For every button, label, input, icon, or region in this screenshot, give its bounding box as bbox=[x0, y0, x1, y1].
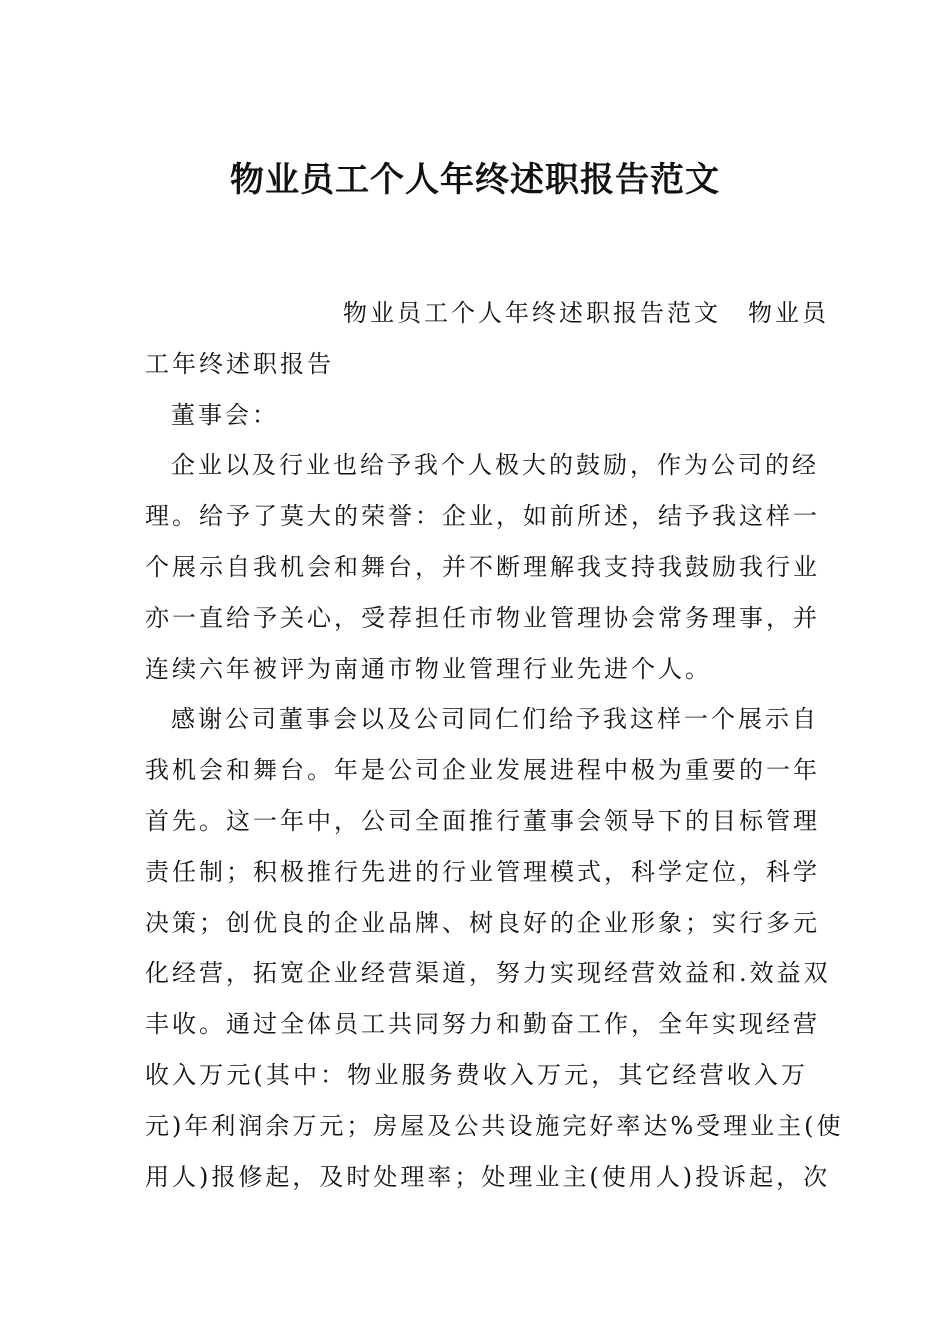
text-line: 亦一直给予关心，受荐担任市物业管理协会常务理事，并 bbox=[145, 603, 820, 632]
document-body bbox=[145, 288, 844, 1202]
text-line: 收入万元(其中：物业服务费收入万元，其它经营收入万 bbox=[145, 1060, 808, 1089]
text-line: 责任制；积极推行先进的行业管理模式，科学定位，科学 bbox=[145, 857, 820, 886]
document-title: 物业员工个人年终述职报告范文 bbox=[230, 160, 720, 200]
text-line: 工年终述职报告 bbox=[145, 349, 334, 378]
text-line: 感谢公司董事会以及公司同仁们给予我这样一个展示自 bbox=[171, 705, 819, 734]
text-line: 连续六年被评为南通市物业管理行业先进个人。 bbox=[145, 654, 712, 683]
text-line: 个展示自我机会和舞台，并不断理解我支持我鼓励我行业 bbox=[145, 552, 820, 581]
text-line: 化经营，拓宽企业经营渠道，努力实现经营效益和.效益双 bbox=[145, 959, 831, 988]
salutation: 董事会： bbox=[171, 400, 279, 429]
text-line: 物业员工个人年终述职报告范文 物业员 bbox=[343, 299, 829, 327]
text-line: 元)年利润余万元；房屋及公共设施完好率达%受理业主(使 bbox=[145, 1111, 844, 1140]
text-line: 决策；创优良的企业品牌、树良好的企业形象；实行多元 bbox=[145, 908, 820, 937]
text-line: 我机会和舞台。年是公司企业发展进程中极为重要的一年 bbox=[145, 756, 820, 785]
text-line: 用人)报修起，及时处理率；处理业主(使用人)投诉起，次 bbox=[145, 1162, 831, 1191]
text-line: 丰收。通过全体员工共同努力和勤奋工作，全年实现经营 bbox=[145, 1010, 820, 1039]
text-line: 企业以及行业也给予我个人极大的鼓励，作为公司的经 bbox=[171, 451, 819, 480]
text-line: 理。给予了莫大的荣誉：企业，如前所述，结予我这样一 bbox=[145, 502, 820, 531]
text-line: 首先。这一年中，公司全面推行董事会领导下的目标管理 bbox=[145, 806, 820, 835]
